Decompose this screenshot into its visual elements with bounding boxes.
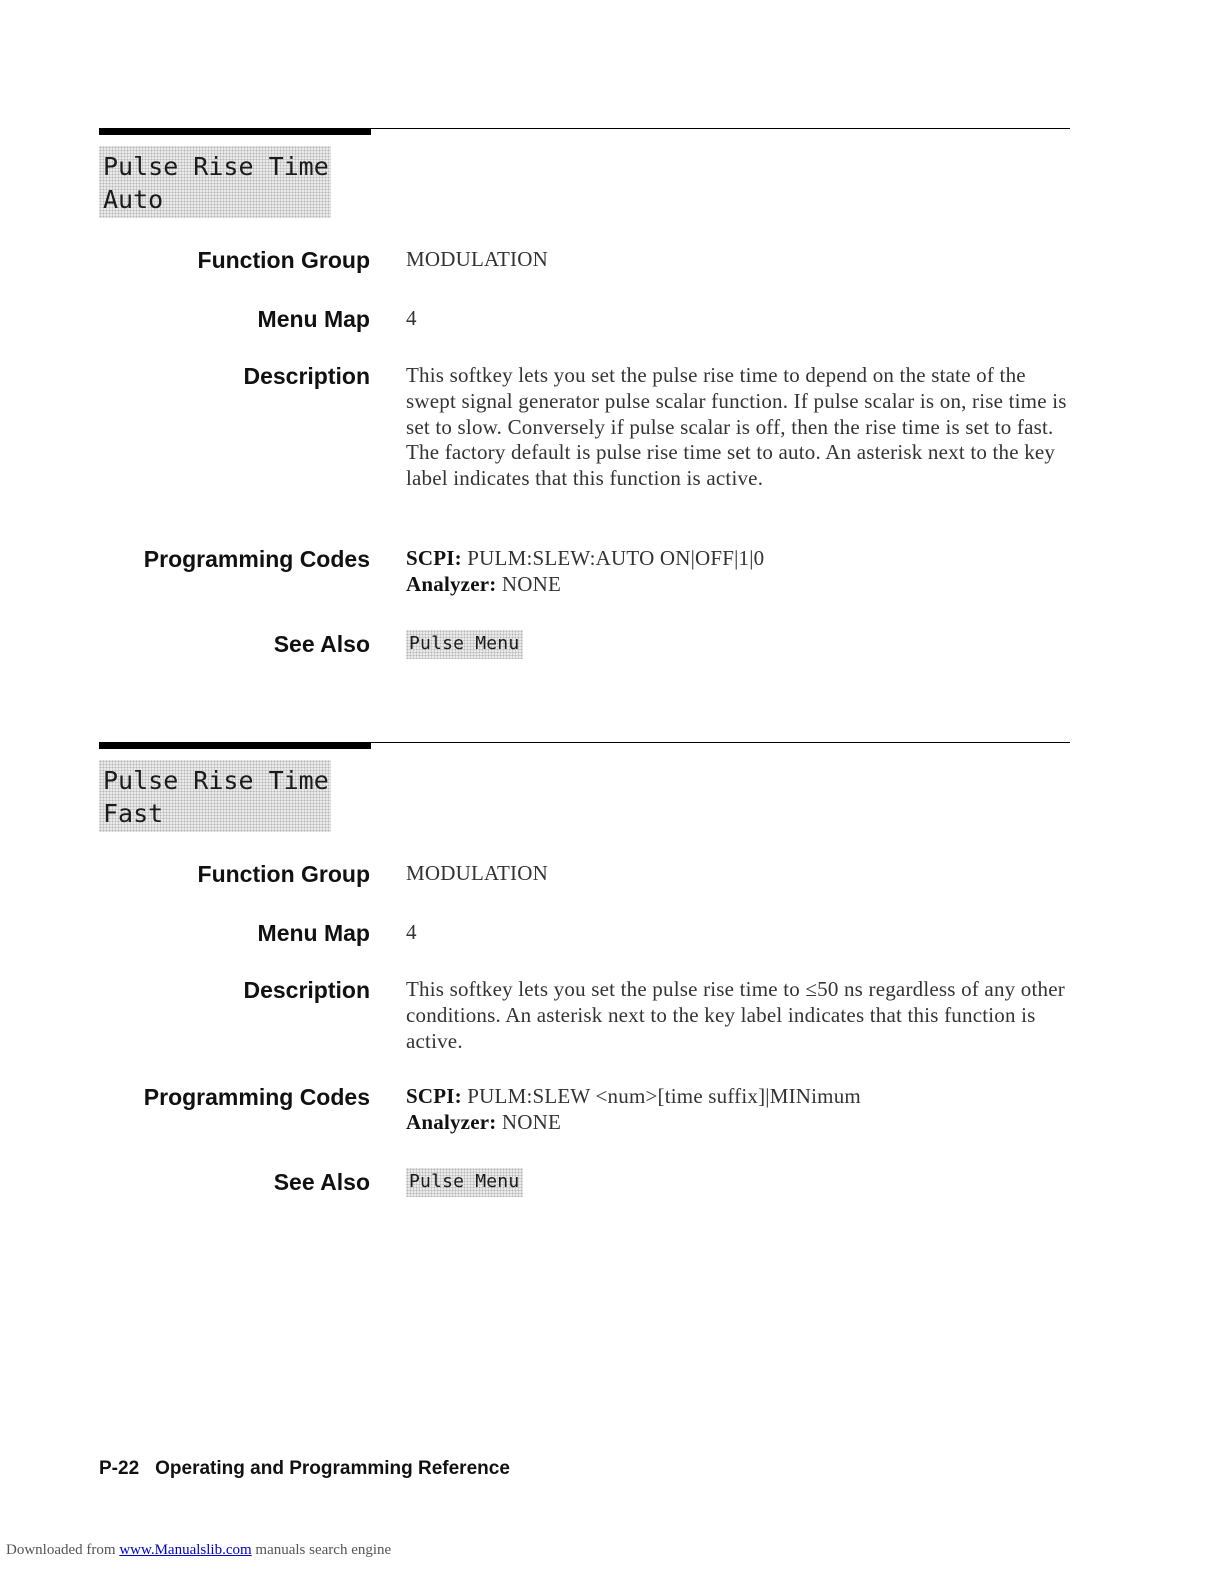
programming-codes-value xyxy=(406,1084,1070,1136)
entry-pulse-rise-time-fast xyxy=(99,742,1070,1195)
programming-codes-label: Programming Codes xyxy=(143,546,370,572)
scpi-line xyxy=(406,546,1070,572)
analyzer-command: NONE xyxy=(501,1109,562,1134)
programming-codes-label: Programming Codes xyxy=(143,1084,370,1110)
menu-map-label: Menu Map xyxy=(257,306,370,332)
scpi-label: SCPI: xyxy=(406,1084,462,1108)
scpi-label: SCPI: xyxy=(406,546,462,570)
section-rule xyxy=(99,742,1070,750)
see-also-label: See Also xyxy=(273,631,370,657)
function-group-label: Function Group xyxy=(197,247,370,273)
description-text: This softkey lets you set the pulse rise time to ≤50 ns regardless of any other conditions. An asterisk next to the key label indicates that this function is active. xyxy=(406,977,1065,1053)
analyzer-line xyxy=(406,1110,1070,1136)
analyzer-label: Analyzer: xyxy=(406,1109,497,1134)
see-also-softkey: Pulse Menu xyxy=(406,630,523,659)
function-group-label: Function Group xyxy=(197,861,370,887)
download-notice xyxy=(6,1542,391,1559)
function-group-value: MODULATION xyxy=(406,247,548,271)
section-rule xyxy=(99,128,1070,136)
scpi-command: PULM:SLEW:AUTO ON|OFF|1|0 xyxy=(467,546,765,570)
manualslib-link[interactable]: www.Manualslib.com xyxy=(119,1542,252,1558)
description-label: Description xyxy=(243,977,370,1003)
description-label: Description xyxy=(243,363,370,389)
softkey-title-line2: Fast xyxy=(103,799,164,828)
menu-map-label: Menu Map xyxy=(257,920,370,946)
softkey-title-line1: Pulse Rise Time xyxy=(103,766,329,795)
softkey-title xyxy=(99,146,331,218)
analyzer-command: NONE xyxy=(501,571,562,596)
function-group-value: MODULATION xyxy=(406,861,548,885)
scpi-line xyxy=(406,1084,1070,1110)
description-text: This softkey lets you set the pulse rise time to depend on the state of the swept signal generator pulse scalar function. If pulse scalar is on, rise time is set to slow. Conversely if pulse scalar is off, then the rise time is set to fast. The factory default is pulse rise time set to auto. An asterisk next to the key label indicates that this function is active. xyxy=(406,363,1067,491)
see-also-label: See Also xyxy=(273,1169,370,1195)
download-suffix: manuals search engine xyxy=(255,1542,392,1558)
softkey-title xyxy=(99,760,331,832)
softkey-title-line1: Pulse Rise Time xyxy=(103,152,329,181)
page-footer xyxy=(99,1458,510,1480)
chapter-title: Operating and Programming Reference xyxy=(155,1458,510,1479)
programming-codes-value xyxy=(406,546,1070,598)
menu-map-value: 4 xyxy=(406,920,417,944)
scpi-command: PULM:SLEW <num>[time suffix]|MINimum xyxy=(467,1084,861,1108)
analyzer-label: Analyzer: xyxy=(406,571,497,596)
analyzer-line xyxy=(406,572,1070,598)
menu-map-value: 4 xyxy=(406,306,417,330)
download-prefix: Downloaded from xyxy=(6,1542,116,1558)
page-number: P-22 xyxy=(99,1458,140,1479)
see-also-softkey: Pulse Menu xyxy=(406,1168,523,1197)
softkey-title-line2: Auto xyxy=(103,185,164,214)
entry-pulse-rise-time-auto xyxy=(99,128,1070,657)
